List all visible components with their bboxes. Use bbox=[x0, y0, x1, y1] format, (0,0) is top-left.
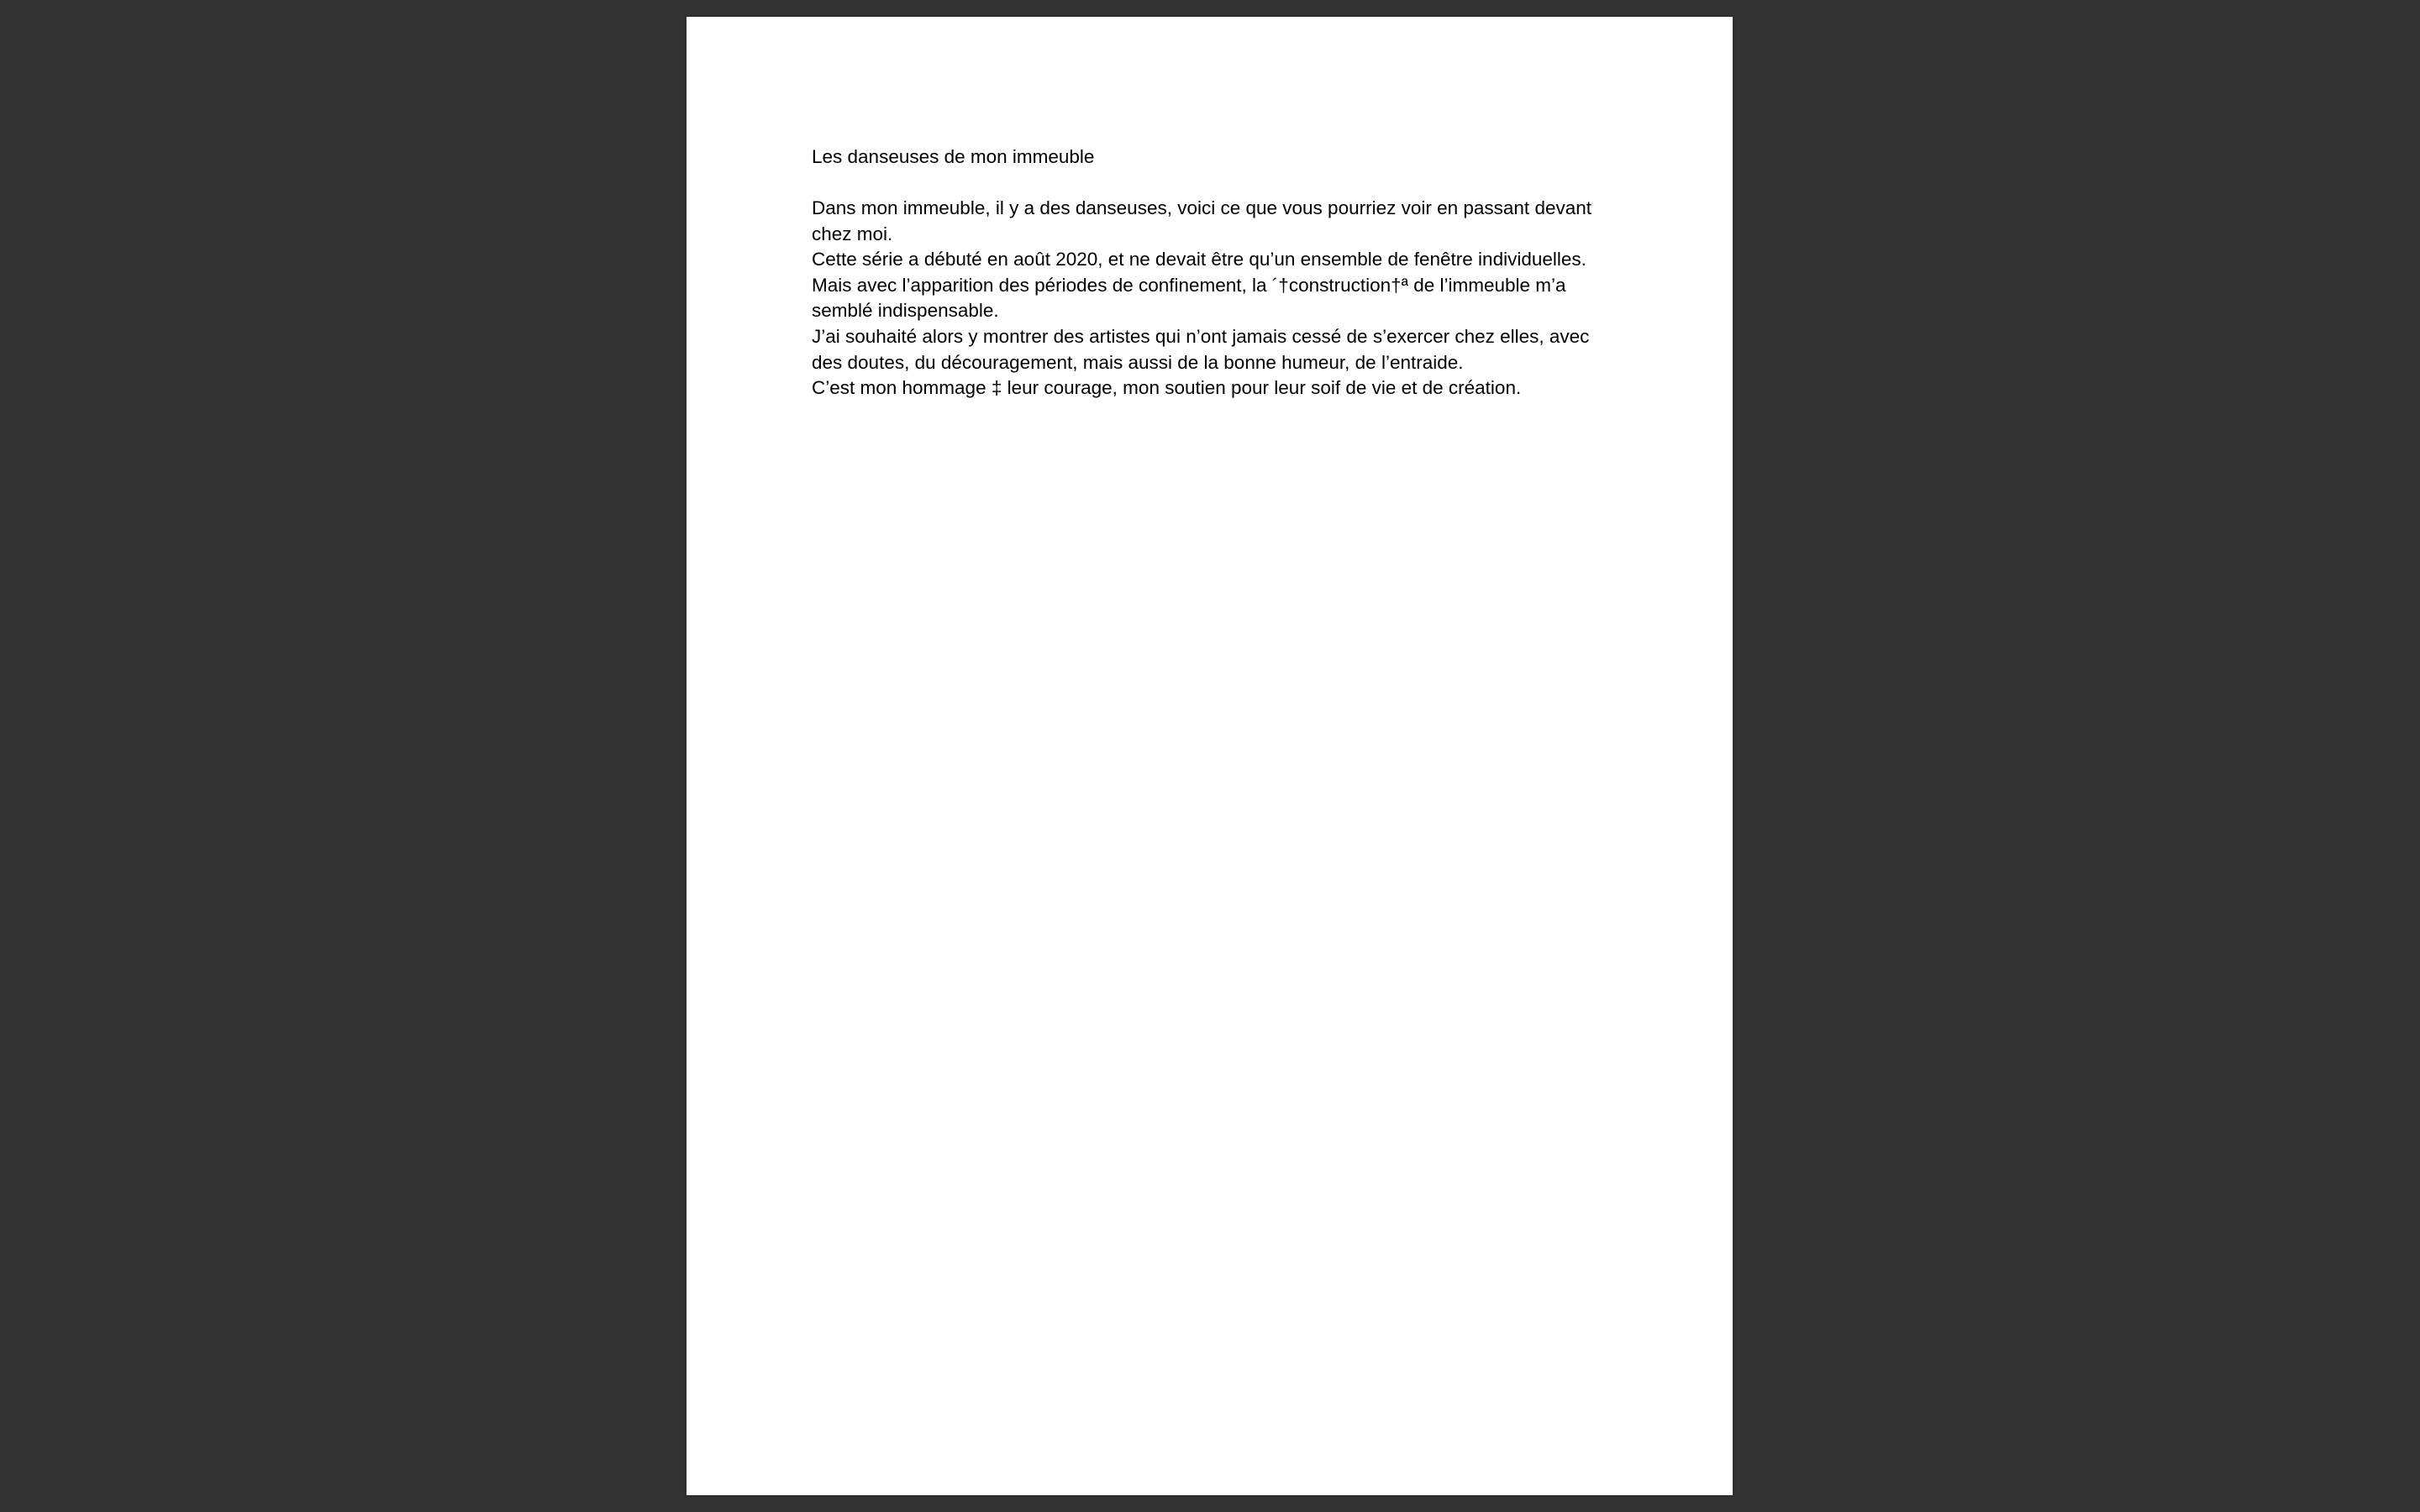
paragraph-tribute: C’est mon hommage ‡ leur courage, mon soutien pour leur soif de vie et de création. bbox=[812, 377, 1522, 399]
document-page[interactable] bbox=[687, 17, 1733, 1495]
paragraph-intro: Dans mon immeuble, il y a des danseuses, voici ce que vous pourriez voir en passant devant chez moi. bbox=[812, 197, 1591, 244]
document-body bbox=[812, 196, 1618, 402]
document-title: Les danseuses de mon immeuble bbox=[812, 146, 1095, 167]
paragraph-series-history: Cette série a débuté en août 2020, et ne devait être qu’un ensemble de fenêtre individuelles. Mais avec l’apparition des périodes de confinement, la ´†construction†ª de l’immeuble m’a semblé indispensable. bbox=[812, 249, 1586, 322]
paragraph-artists: J’ai souhaité alors y montrer des artistes qui n’ont jamais cessé de s’exercer chez elles, avec des doutes, du découragement, mais aussi de la bonne humeur, de l’entraide. bbox=[812, 325, 1590, 373]
